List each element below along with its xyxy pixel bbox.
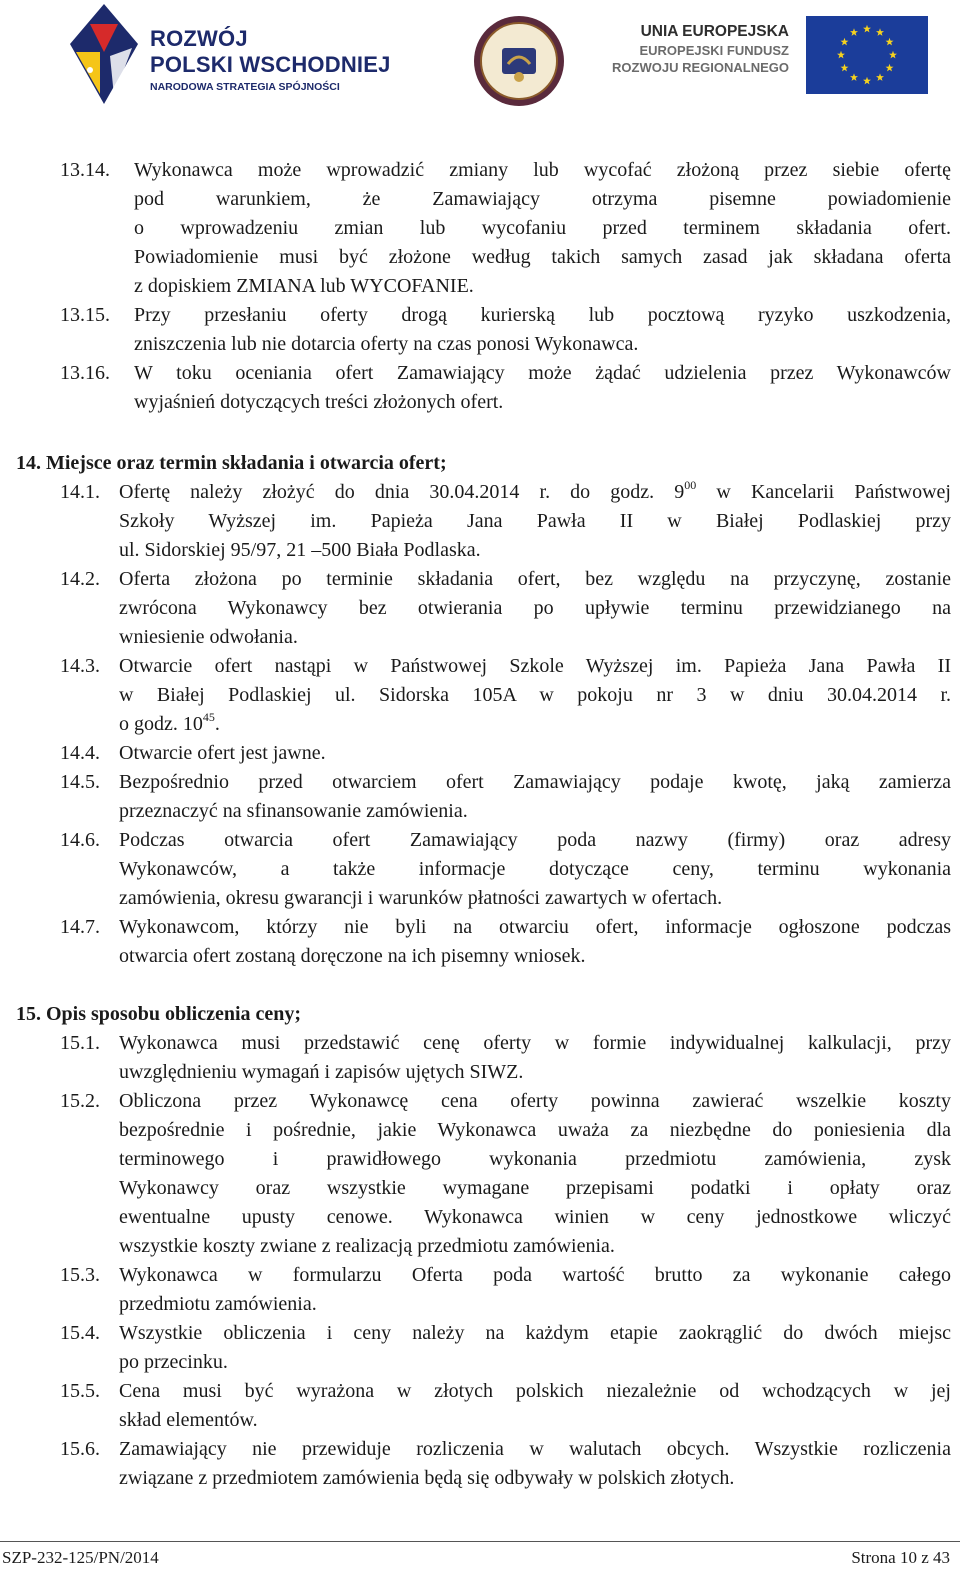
document-reference: SZP-232-125/PN/2014 <box>2 1548 159 1567</box>
paragraph-line: ewentualne upusty cenowe. Wykonawca winien w ceny jednostkowe wliczyć <box>119 1206 951 1228</box>
paragraph-line: Przy przesłaniu oferty drogą kurierską lub pocztową ryzyko uszkodzenia, <box>134 304 951 326</box>
footer-divider <box>0 1541 960 1542</box>
paragraph-line: Ofertę należy złożyć do dnia 30.04.2014 r. do godz. $9^{00}$ w Kancelarii Państwowej <box>119 478 951 503</box>
item-number: 15.2. <box>60 1090 100 1112</box>
paragraph-line: po przecinku. <box>119 1351 228 1373</box>
section-heading-15: 15. Opis sposobu obliczenia ceny; <box>16 1003 302 1025</box>
paragraph-line: Wykonawca może wprowadzić zmiany lub wycofać złożoną przez siebie ofertę <box>134 159 951 181</box>
item-number: 13.14. <box>60 159 110 181</box>
paragraph-line: o wprowadzeniu zmian lub wycofaniu przed terminem składania ofert. <box>134 217 951 239</box>
paragraph-line: otwarcia ofert zostaną doręczone na ich pisemny wniosek. <box>119 945 586 967</box>
paragraph-line: Szkoły Wyższej im. Papieża Jana Pawła II w Białej Podlaskiej przy <box>119 510 951 532</box>
page-header <box>0 0 960 115</box>
paragraph-line: zamówienia, okresu gwarancji i warunków płatności zawartych w ofertach. <box>119 887 723 909</box>
paragraph-line: Wykonawca musi przedstawić cenę oferty w formie indywidualnej kalkulacji, przy <box>119 1032 951 1054</box>
paragraph-line: wyjaśnień dotyczących treści złożonych ofert. <box>134 391 504 413</box>
rps-line-3: NARODOWA STRATEGIA SPÓJNOŚCI <box>150 81 340 93</box>
paragraph-line: Cena musi być wyrażona w złotych polskich niezależnie od wchodzących w jej <box>119 1380 951 1402</box>
item-number: 13.15. <box>60 304 110 326</box>
eu-line-1: UNIA EUROPEJSKA <box>640 23 789 40</box>
paragraph-line: przedmiotu zamówienia. <box>119 1293 317 1315</box>
paragraph-line: Bezpośrednio przed otwarciem ofert Zamawiający podaje kwotę, jaką zamierza <box>119 771 951 793</box>
section-heading-14: 14. Miejsce oraz termin składania i otwarcia ofert; <box>16 452 447 474</box>
item-number: 14.3. <box>60 655 100 677</box>
paragraph-line: z dopiskiem ZMIANA lub WYCOFANIE. <box>134 275 474 297</box>
paragraph-line: związane z przedmiotem zamówienia będą się odbywały w polskich złotych. <box>119 1467 735 1489</box>
item-number: 14.1. <box>60 481 100 503</box>
item-number: 13.16. <box>60 362 110 384</box>
rps-line-2: POLSKI WSCHODNIEJ <box>150 52 391 77</box>
paragraph-line: wniesienie odwołania. <box>119 626 298 648</box>
paragraph-line: Obliczona przez Wykonawcę cena oferty powinna zawierać wszelkie koszty <box>119 1090 951 1112</box>
paragraph-line: Oferta złożona po terminie składania ofert, bez względu na przyczynę, zostanie <box>119 568 951 590</box>
item-number: 15.1. <box>60 1032 100 1054</box>
item-number: 15.4. <box>60 1322 100 1344</box>
item-number: 14.4. <box>60 742 100 764</box>
university-seal-icon <box>472 14 566 108</box>
item-number: 15.6. <box>60 1438 100 1460</box>
paragraph-line: Zamawiający nie przewiduje rozliczenia w walutach obcych. Wszystkie rozliczenia <box>119 1438 951 1460</box>
paragraph-line: Otwarcie ofert jest jawne. <box>119 742 326 764</box>
paragraph-line: wszystkie koszty zwiane z realizacją przedmiotu zamówienia. <box>119 1235 615 1257</box>
paragraph-line: bezpośrednie i pośrednie, jakie Wykonawca uważa za niezbędne do poniesienia dla <box>119 1119 951 1141</box>
paragraph-line: o godz. $10^{45}$. <box>119 710 220 735</box>
paragraph-line: Podczas otwarcia ofert Zamawiający poda nazwy (firmy) oraz adresy <box>119 829 951 851</box>
eu-logo-text <box>585 24 789 74</box>
paragraph-line: Wykonawcy oraz wszystkie wymagane przepisami podatki i opłaty oraz <box>119 1177 951 1199</box>
paragraph-line: przeznaczyć na sfinansowanie zamówienia. <box>119 800 468 822</box>
paragraph-line: uwzględnieniu wymagań i zapisów ujętych SIWZ. <box>119 1061 524 1083</box>
paragraph-line: Wykonawców, a także informacje dotyczące ceny, terminu wykonania <box>119 858 951 880</box>
item-number: 14.6. <box>60 829 100 851</box>
paragraph-line: Otwarcie ofert nastąpi w Państwowej Szkole Wyższej im. Papieża Jana Pawła II <box>119 655 951 677</box>
paragraph-line: w Białej Podlaskiej ul. Sidorska 105A w pokoju nr 3 w dniu 30.04.2014 r. <box>119 684 951 706</box>
eu-line-2: EUROPEJSKI FUNDUSZ <box>639 42 789 58</box>
page-number: Strona 10 z 43 <box>851 1548 950 1567</box>
item-number: 15.5. <box>60 1380 100 1402</box>
item-number: 14.2. <box>60 568 100 590</box>
paragraph-line: zniszczenia lub nie dotarcia oferty na czas ponosi Wykonawca. <box>134 333 639 355</box>
paragraph-line: pod warunkiem, że Zamawiający otrzyma pisemne powiadomienie <box>134 188 951 210</box>
paragraph-line: ul. Sidorskiej 95/97, 21 –500 Biała Podlaska. <box>119 539 481 561</box>
item-number: 15.3. <box>60 1264 100 1286</box>
paragraph-line: Wykonawca w formularzu Oferta poda wartość brutto za wykonanie całego <box>119 1264 951 1286</box>
paragraph-line: Wykonawcom, którzy nie byli na otwarciu ofert, informacje ogłoszone podczas <box>119 916 951 938</box>
paragraph-line: skład elementów. <box>119 1409 258 1431</box>
rozwoj-polski-wschodniej-logo-icon <box>70 4 138 104</box>
paragraph-line: terminowego i prawidłowego wykonania przedmiotu zamówienia, zysk <box>119 1148 951 1170</box>
rps-line-1: ROZWÓJ <box>150 26 248 51</box>
eu-line-3: ROZWOJU REGIONALNEGO <box>612 59 789 75</box>
item-number: 14.5. <box>60 771 100 793</box>
paragraph-line: zwrócona Wykonawcy bez otwierania po upływie terminu przewidzianego na <box>119 597 951 619</box>
paragraph-line: W toku oceniania ofert Zamawiający może żądać udzielenia przez Wykonawców <box>134 362 951 384</box>
eu-flag-icon <box>806 16 928 94</box>
item-number: 14.7. <box>60 916 100 938</box>
rps-logo-text <box>150 28 391 93</box>
paragraph-line: Powiadomienie musi być złożone według takich samych zasad jak składana oferta <box>134 246 951 268</box>
paragraph-line: Wszystkie obliczenia i ceny należy na każdym etapie zaokrąglić do dwóch miejsc <box>119 1322 951 1344</box>
